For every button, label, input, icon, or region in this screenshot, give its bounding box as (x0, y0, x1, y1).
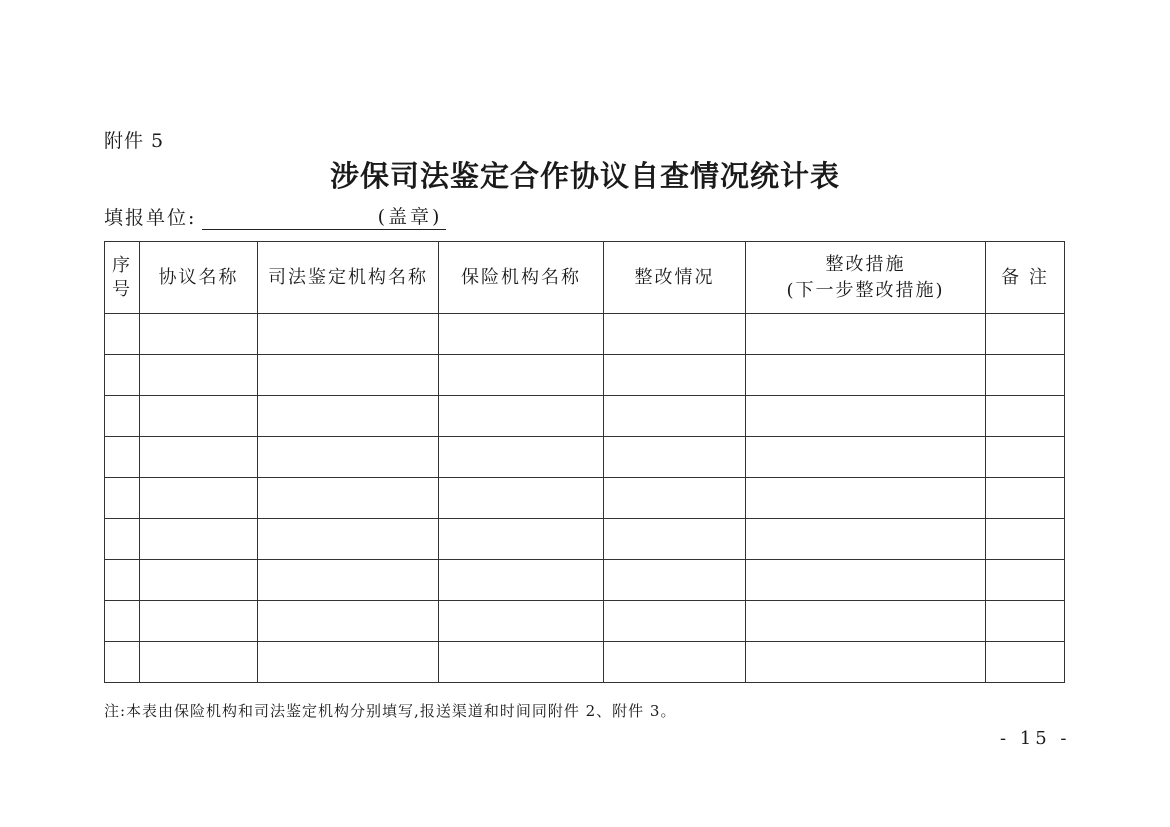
table-cell[interactable] (140, 396, 258, 437)
table-cell[interactable] (746, 601, 986, 642)
table-cell[interactable] (746, 355, 986, 396)
table-cell[interactable] (140, 642, 258, 683)
header-rectification-status: 整改情况 (604, 242, 746, 314)
table-cell[interactable] (258, 314, 439, 355)
table-cell[interactable] (258, 560, 439, 601)
table-cell[interactable] (140, 560, 258, 601)
table-cell[interactable] (604, 437, 746, 478)
table-cell[interactable] (140, 314, 258, 355)
table-row (105, 519, 1065, 560)
table-cell[interactable] (986, 355, 1065, 396)
header-measures-subtext: (下一步整改措施) (786, 279, 945, 301)
table-header-row (105, 242, 1065, 314)
table-cell[interactable] (986, 478, 1065, 519)
table-cell[interactable] (604, 642, 746, 683)
fill-unit-row (104, 203, 446, 230)
fill-unit-field[interactable] (202, 205, 446, 230)
table-cell[interactable] (604, 601, 746, 642)
table-cell[interactable] (105, 314, 140, 355)
table-cell[interactable] (105, 355, 140, 396)
table-cell[interactable] (105, 642, 140, 683)
table-cell[interactable] (439, 355, 604, 396)
self-check-table (104, 241, 1065, 683)
table-row (105, 642, 1065, 683)
header-remarks: 备 注 (986, 242, 1065, 314)
table-cell[interactable] (258, 519, 439, 560)
header-insurance-institution: 保险机构名称 (439, 242, 604, 314)
table-cell[interactable] (140, 601, 258, 642)
seal-note: (盖章) (377, 206, 443, 228)
table-cell[interactable] (604, 355, 746, 396)
table-cell[interactable] (746, 396, 986, 437)
table-cell[interactable] (746, 314, 986, 355)
table-cell[interactable] (140, 519, 258, 560)
table-cell[interactable] (986, 642, 1065, 683)
header-rectification-measures: 整改措施 (下一步整改措施) (746, 242, 986, 314)
table-cell[interactable] (258, 355, 439, 396)
table-cell[interactable] (986, 437, 1065, 478)
table-cell[interactable] (439, 437, 604, 478)
table-cell[interactable] (439, 642, 604, 683)
table-row (105, 601, 1065, 642)
table-cell[interactable] (140, 437, 258, 478)
table-row (105, 314, 1065, 355)
table-cell[interactable] (439, 519, 604, 560)
table-cell[interactable] (105, 560, 140, 601)
table-cell[interactable] (105, 478, 140, 519)
document-title: 涉保司法鉴定合作协议自查情况统计表 (329, 159, 840, 193)
table-cell[interactable] (604, 560, 746, 601)
table-cell[interactable] (604, 314, 746, 355)
table-row (105, 355, 1065, 396)
table-cell[interactable] (258, 642, 439, 683)
table-cell[interactable] (105, 601, 140, 642)
table-cell[interactable] (105, 437, 140, 478)
table-cell[interactable] (258, 478, 439, 519)
table-cell[interactable] (140, 355, 258, 396)
attachment-label: 附件 5 (104, 130, 165, 152)
table-cell[interactable] (604, 478, 746, 519)
footnote: 注:本表由保险机构和司法鉴定机构分别填写,报送渠道和时间同附件 2、附件 3。 (104, 702, 677, 720)
table-cell[interactable] (439, 396, 604, 437)
table-cell[interactable] (986, 314, 1065, 355)
table-row (105, 560, 1065, 601)
table-cell[interactable] (746, 519, 986, 560)
table-row (105, 396, 1065, 437)
table-row (105, 437, 1065, 478)
table-cell[interactable] (439, 601, 604, 642)
table-cell[interactable] (105, 519, 140, 560)
table-cell[interactable] (439, 478, 604, 519)
table-cell[interactable] (258, 437, 439, 478)
table-cell[interactable] (258, 601, 439, 642)
table-cell[interactable] (439, 560, 604, 601)
table-cell[interactable] (439, 314, 604, 355)
header-agreement-name: 协议名称 (140, 242, 258, 314)
fill-unit-label: 填报单位: (104, 207, 197, 229)
table-cell[interactable] (604, 396, 746, 437)
table-cell[interactable] (986, 560, 1065, 601)
table-cell[interactable] (746, 437, 986, 478)
table-cell[interactable] (258, 396, 439, 437)
table-row (105, 478, 1065, 519)
header-forensic-institution: 司法鉴定机构名称 (258, 242, 439, 314)
table-cell[interactable] (986, 396, 1065, 437)
header-serial-no: 序号 (105, 242, 140, 314)
table-cell[interactable] (746, 478, 986, 519)
table-cell[interactable] (140, 478, 258, 519)
table-cell[interactable] (105, 396, 140, 437)
page-number: - 15 - (1000, 728, 1071, 749)
table-cell[interactable] (986, 601, 1065, 642)
table-body (105, 314, 1065, 683)
table-cell[interactable] (746, 560, 986, 601)
table-cell[interactable] (986, 519, 1065, 560)
table-cell[interactable] (604, 519, 746, 560)
table-cell[interactable] (746, 642, 986, 683)
